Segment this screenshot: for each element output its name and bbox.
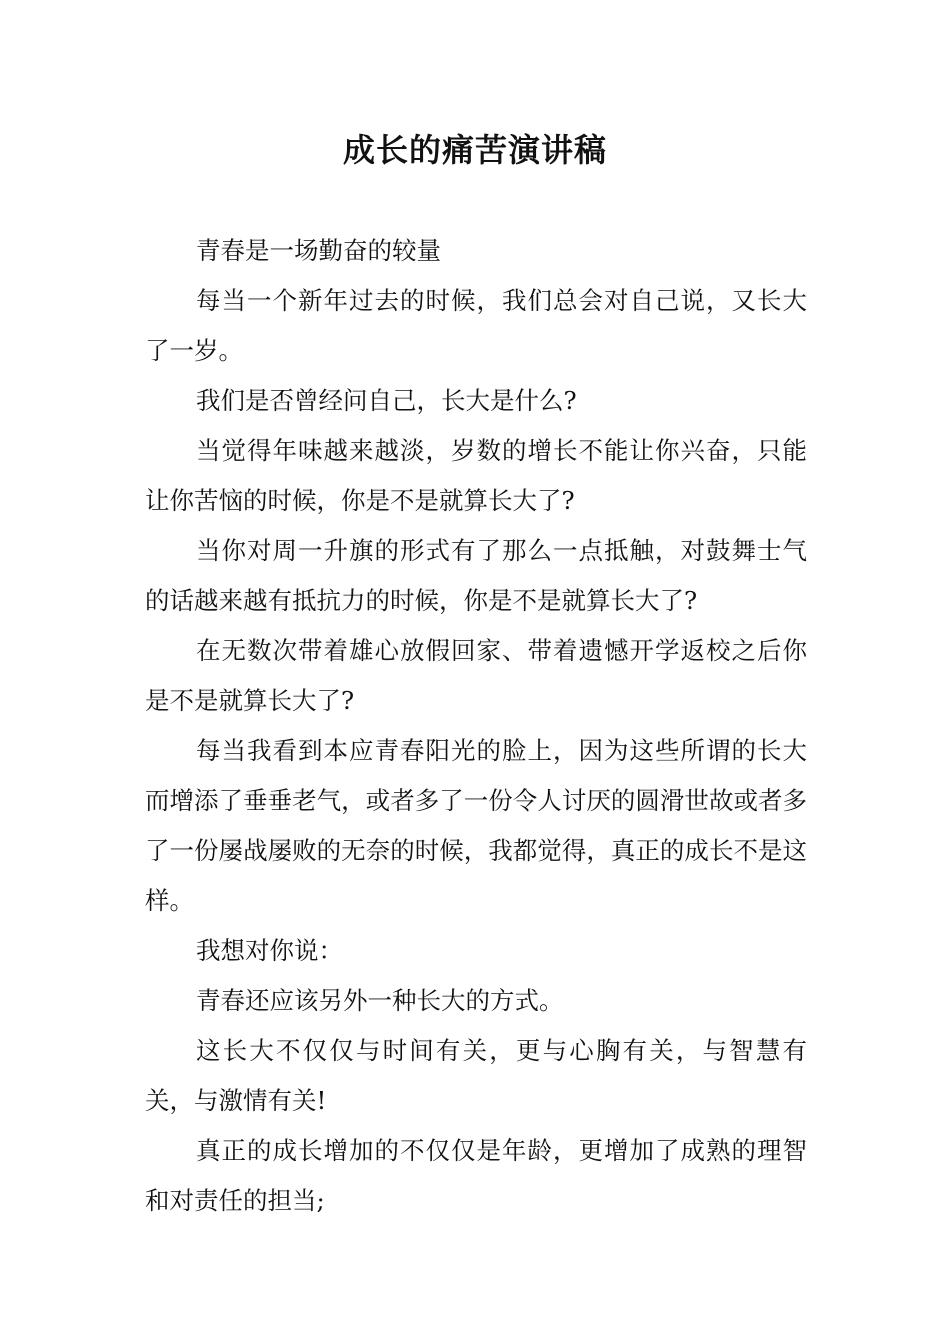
- paragraph: 在无数次带着雄心放假回家、带着遗憾开学返校之后你是不是就算长大了?: [145, 636, 807, 715]
- paragraph: 每当我看到本应青春阳光的脸上，因为这些所谓的长大而增添了垂垂老气，或者多了一份令人讨厌的圆滑世故或者多了一份屡战屡败的无奈的时候，我都觉得，真正的成长不是这样。: [145, 736, 807, 915]
- paragraph: 青春还应该另外一种长大的方式。: [196, 986, 564, 1015]
- paragraph: 青春是一场勤奋的较量: [196, 236, 441, 265]
- document-title: 成长的痛苦演讲稿: [342, 131, 607, 169]
- paragraph: 这长大不仅仅与时间有关，更与心胸有关，与智慧有关，与激情有关!: [145, 1036, 807, 1115]
- paragraph: 当觉得年味越来越淡，岁数的增长不能让你兴奋，只能让你苦恼的时候，你是不是就算长大了?: [145, 436, 807, 515]
- paragraph: 我们是否曾经问自己，长大是什么?: [196, 386, 577, 415]
- paragraph: 当你对周一升旗的形式有了那么一点抵触，对鼓舞士气的话越来越有抵抗力的时候，你是不是就算长大了?: [145, 536, 807, 615]
- paragraph: 我想对你说：: [196, 936, 343, 965]
- document-body: [145, 226, 807, 1226]
- paragraph: 真正的成长增加的不仅仅是年龄，更增加了成熟的理智和对责任的担当;: [145, 1136, 807, 1215]
- paragraph: 每当一个新年过去的时候，我们总会对自己说，又长大了一岁。: [145, 286, 807, 365]
